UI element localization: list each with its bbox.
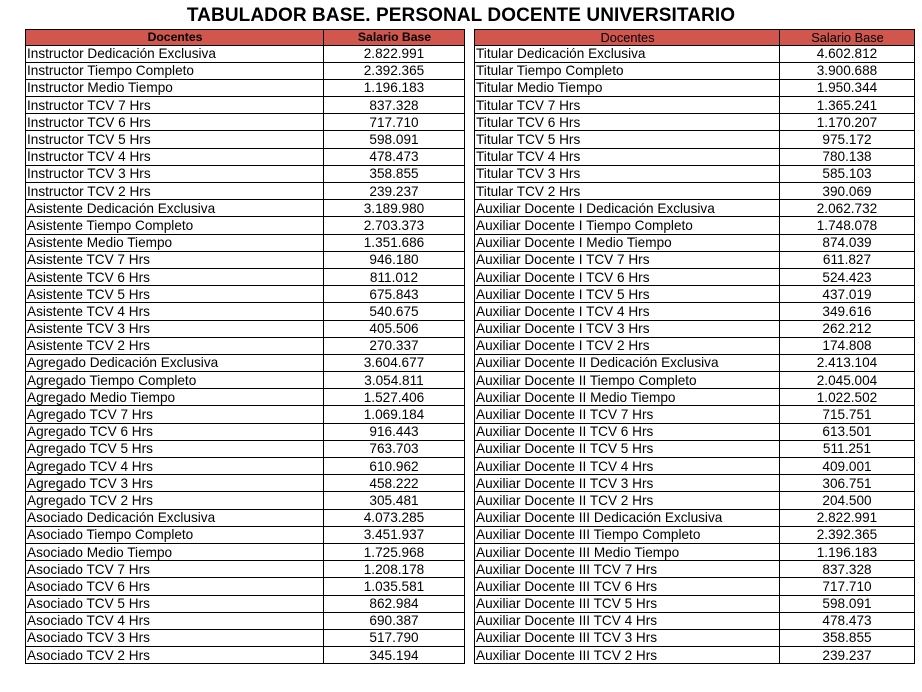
table-row bbox=[26, 492, 465, 509]
docente-cell: Titular Tiempo Completo bbox=[475, 62, 780, 79]
salary-table-right bbox=[474, 29, 915, 664]
salario-base-cell: 262.212 bbox=[780, 320, 915, 337]
table-header-row bbox=[26, 30, 465, 46]
table-row bbox=[475, 561, 915, 578]
docente-cell: Auxiliar Docente I Tiempo Completo bbox=[475, 217, 780, 234]
table-row bbox=[26, 165, 465, 182]
docente-cell: Asistente TCV 2 Hrs bbox=[26, 337, 324, 354]
docente-cell: Agregado Dedicación Exclusiva bbox=[26, 354, 324, 371]
salario-base-cell: 3.900.688 bbox=[780, 62, 915, 79]
docente-cell: Instructor TCV 2 Hrs bbox=[26, 183, 324, 200]
table-row bbox=[26, 200, 465, 217]
docente-cell: Agregado Tiempo Completo bbox=[26, 372, 324, 389]
table-row bbox=[26, 320, 465, 337]
table-row bbox=[26, 578, 465, 595]
table-row bbox=[26, 458, 465, 475]
salario-base-cell: 358.855 bbox=[324, 165, 465, 182]
salario-base-cell: 598.091 bbox=[780, 595, 915, 612]
table-row bbox=[475, 595, 915, 612]
table-row bbox=[26, 595, 465, 612]
table-row bbox=[475, 423, 915, 440]
salario-base-cell: 613.501 bbox=[780, 423, 915, 440]
table-row bbox=[26, 268, 465, 285]
docente-cell: Titular Dedicación Exclusiva bbox=[475, 45, 780, 62]
salario-base-cell: 1.351.686 bbox=[324, 234, 465, 251]
docente-cell: Asociado TCV 5 Hrs bbox=[26, 595, 324, 612]
docente-cell: Titular TCV 7 Hrs bbox=[475, 97, 780, 114]
table-row bbox=[475, 543, 915, 560]
salario-base-cell: 405.506 bbox=[324, 320, 465, 337]
docente-cell: Titular TCV 3 Hrs bbox=[475, 165, 780, 182]
salario-base-cell: 478.473 bbox=[780, 612, 915, 629]
salario-base-cell: 1.170.207 bbox=[780, 114, 915, 131]
salario-base-cell: 2.822.991 bbox=[324, 45, 465, 62]
docente-cell: Agregado TCV 5 Hrs bbox=[26, 440, 324, 457]
docente-cell: Auxiliar Docente III TCV 3 Hrs bbox=[475, 629, 780, 646]
page-title: TABULADOR BASE. PERSONAL DOCENTE UNIVERSITARIO bbox=[186, 5, 736, 26]
table-row bbox=[26, 509, 465, 526]
salario-base-cell: 2.045.004 bbox=[780, 372, 915, 389]
table-row bbox=[26, 440, 465, 457]
docente-cell: Instructor TCV 4 Hrs bbox=[26, 148, 324, 165]
table-row bbox=[475, 509, 915, 526]
column-header-docentes: Docentes bbox=[475, 30, 780, 46]
salario-base-cell: 2.062.732 bbox=[780, 200, 915, 217]
table-row bbox=[26, 389, 465, 406]
salario-base-cell: 715.751 bbox=[780, 406, 915, 423]
docente-cell: Titular Medio Tiempo bbox=[475, 79, 780, 96]
salario-base-cell: 540.675 bbox=[324, 303, 465, 320]
docente-cell: Agregado TCV 7 Hrs bbox=[26, 406, 324, 423]
docente-cell: Asociado TCV 3 Hrs bbox=[26, 629, 324, 646]
docente-cell: Auxiliar Docente II Tiempo Completo bbox=[475, 372, 780, 389]
docente-cell: Auxiliar Docente I TCV 7 Hrs bbox=[475, 251, 780, 268]
docente-cell: Auxiliar Docente II Medio Tiempo bbox=[475, 389, 780, 406]
salario-base-cell: 1.196.183 bbox=[780, 543, 915, 560]
column-header-docentes: Docentes bbox=[26, 30, 324, 46]
docente-cell: Asistente TCV 4 Hrs bbox=[26, 303, 324, 320]
docente-cell: Auxiliar Docente III TCV 7 Hrs bbox=[475, 561, 780, 578]
table-row bbox=[26, 234, 465, 251]
salario-base-cell: 1.035.581 bbox=[324, 578, 465, 595]
table-row bbox=[26, 406, 465, 423]
table-row bbox=[475, 234, 915, 251]
table-row bbox=[475, 268, 915, 285]
salario-base-cell: 4.073.285 bbox=[324, 509, 465, 526]
table-row bbox=[26, 286, 465, 303]
docente-cell: Asistente TCV 6 Hrs bbox=[26, 268, 324, 285]
table-row bbox=[26, 131, 465, 148]
salario-base-cell: 1.069.184 bbox=[324, 406, 465, 423]
docente-cell: Asistente TCV 5 Hrs bbox=[26, 286, 324, 303]
salario-base-cell: 874.039 bbox=[780, 234, 915, 251]
docente-cell: Asociado Medio Tiempo bbox=[26, 543, 324, 560]
salario-base-cell: 3.054.811 bbox=[324, 372, 465, 389]
salario-base-cell: 409.001 bbox=[780, 458, 915, 475]
salario-base-cell: 916.443 bbox=[324, 423, 465, 440]
table-row bbox=[475, 612, 915, 629]
salario-base-cell: 1.527.406 bbox=[324, 389, 465, 406]
table-row bbox=[475, 337, 915, 354]
salario-base-cell: 1.365.241 bbox=[780, 97, 915, 114]
salario-base-cell: 390.069 bbox=[780, 183, 915, 200]
salario-base-cell: 611.827 bbox=[780, 251, 915, 268]
docente-cell: Auxiliar Docente I Medio Tiempo bbox=[475, 234, 780, 251]
docente-cell: Auxiliar Docente I TCV 3 Hrs bbox=[475, 320, 780, 337]
salario-base-cell: 4.602.812 bbox=[780, 45, 915, 62]
table-row bbox=[26, 612, 465, 629]
docente-cell: Auxiliar Docente II TCV 4 Hrs bbox=[475, 458, 780, 475]
table-row bbox=[475, 629, 915, 646]
salario-base-cell: 946.180 bbox=[324, 251, 465, 268]
salario-base-cell: 306.751 bbox=[780, 475, 915, 492]
table-row bbox=[475, 45, 915, 62]
salario-base-cell: 975.172 bbox=[780, 131, 915, 148]
docente-cell: Titular TCV 2 Hrs bbox=[475, 183, 780, 200]
salario-base-cell: 717.710 bbox=[324, 114, 465, 131]
docente-cell: Asociado Dedicación Exclusiva bbox=[26, 509, 324, 526]
table-row bbox=[475, 79, 915, 96]
table-row bbox=[475, 440, 915, 457]
salario-base-cell: 517.790 bbox=[324, 629, 465, 646]
table-row bbox=[475, 303, 915, 320]
table-row bbox=[26, 526, 465, 543]
salario-base-cell: 837.328 bbox=[780, 561, 915, 578]
docente-cell: Auxiliar Docente I TCV 5 Hrs bbox=[475, 286, 780, 303]
table-row bbox=[475, 475, 915, 492]
table-body bbox=[475, 45, 915, 664]
table-row bbox=[475, 97, 915, 114]
table-row bbox=[475, 217, 915, 234]
table-row bbox=[26, 251, 465, 268]
docente-cell: Auxiliar Docente II TCV 3 Hrs bbox=[475, 475, 780, 492]
salario-base-cell: 345.194 bbox=[324, 647, 465, 664]
salario-base-cell: 204.500 bbox=[780, 492, 915, 509]
salario-base-cell: 690.387 bbox=[324, 612, 465, 629]
docente-cell: Auxiliar Docente III Medio Tiempo bbox=[475, 543, 780, 560]
table-row bbox=[26, 372, 465, 389]
salario-base-cell: 174.808 bbox=[780, 337, 915, 354]
docente-cell: Asociado TCV 7 Hrs bbox=[26, 561, 324, 578]
salario-base-cell: 358.855 bbox=[780, 629, 915, 646]
docente-cell: Instructor TCV 7 Hrs bbox=[26, 97, 324, 114]
docente-cell: Asociado TCV 4 Hrs bbox=[26, 612, 324, 629]
salario-base-cell: 458.222 bbox=[324, 475, 465, 492]
docente-cell: Auxiliar Docente III TCV 2 Hrs bbox=[475, 647, 780, 664]
table-row bbox=[26, 303, 465, 320]
docente-cell: Agregado Medio Tiempo bbox=[26, 389, 324, 406]
table-row bbox=[26, 148, 465, 165]
salario-base-cell: 598.091 bbox=[324, 131, 465, 148]
table-row bbox=[475, 148, 915, 165]
docente-cell: Asociado TCV 2 Hrs bbox=[26, 647, 324, 664]
table-row bbox=[475, 200, 915, 217]
table-row bbox=[26, 114, 465, 131]
table-row bbox=[475, 165, 915, 182]
docente-cell: Asociado Tiempo Completo bbox=[26, 526, 324, 543]
salario-base-cell: 349.616 bbox=[780, 303, 915, 320]
salario-base-cell: 780.138 bbox=[780, 148, 915, 165]
column-header-salario-base: Salario Base bbox=[324, 30, 465, 46]
salario-base-cell: 675.843 bbox=[324, 286, 465, 303]
table-row bbox=[475, 492, 915, 509]
docente-cell: Instructor TCV 6 Hrs bbox=[26, 114, 324, 131]
table-row bbox=[475, 114, 915, 131]
docente-cell: Titular TCV 4 Hrs bbox=[475, 148, 780, 165]
table-row bbox=[26, 629, 465, 646]
docente-cell: Agregado TCV 2 Hrs bbox=[26, 492, 324, 509]
salario-base-cell: 239.237 bbox=[324, 183, 465, 200]
salario-base-cell: 1.208.178 bbox=[324, 561, 465, 578]
table-row bbox=[26, 423, 465, 440]
table-row bbox=[26, 79, 465, 96]
table-row bbox=[475, 526, 915, 543]
table-row bbox=[26, 183, 465, 200]
docente-cell: Auxiliar Docente III TCV 5 Hrs bbox=[475, 595, 780, 612]
salario-base-cell: 239.237 bbox=[780, 647, 915, 664]
docente-cell: Agregado TCV 6 Hrs bbox=[26, 423, 324, 440]
table-row bbox=[475, 406, 915, 423]
docente-cell: Asistente Tiempo Completo bbox=[26, 217, 324, 234]
salario-base-cell: 2.703.373 bbox=[324, 217, 465, 234]
table-row bbox=[26, 543, 465, 560]
table-row bbox=[475, 183, 915, 200]
docente-cell: Auxiliar Docente I TCV 6 Hrs bbox=[475, 268, 780, 285]
salario-base-cell: 524.423 bbox=[780, 268, 915, 285]
salario-base-cell: 305.481 bbox=[324, 492, 465, 509]
salario-base-cell: 610.962 bbox=[324, 458, 465, 475]
salario-base-cell: 811.012 bbox=[324, 268, 465, 285]
salario-base-cell: 2.822.991 bbox=[780, 509, 915, 526]
salario-base-cell: 763.703 bbox=[324, 440, 465, 457]
salario-base-cell: 1.748.078 bbox=[780, 217, 915, 234]
salario-base-cell: 478.473 bbox=[324, 148, 465, 165]
table-row bbox=[26, 217, 465, 234]
docente-cell: Instructor TCV 3 Hrs bbox=[26, 165, 324, 182]
docente-cell: Agregado TCV 4 Hrs bbox=[26, 458, 324, 475]
table-row bbox=[475, 286, 915, 303]
salario-base-cell: 511.251 bbox=[780, 440, 915, 457]
table-row bbox=[26, 337, 465, 354]
table-row bbox=[475, 372, 915, 389]
docente-cell: Auxiliar Docente II Dedicación Exclusiva bbox=[475, 354, 780, 371]
table-row bbox=[475, 320, 915, 337]
salario-base-cell: 1.950.344 bbox=[780, 79, 915, 96]
salario-base-cell: 2.392.365 bbox=[324, 62, 465, 79]
column-header-salario-base: Salario Base bbox=[780, 30, 915, 46]
salario-base-cell: 270.337 bbox=[324, 337, 465, 354]
table-row bbox=[26, 45, 465, 62]
docente-cell: Auxiliar Docente II TCV 5 Hrs bbox=[475, 440, 780, 457]
docente-cell: Titular TCV 5 Hrs bbox=[475, 131, 780, 148]
salario-base-cell: 585.103 bbox=[780, 165, 915, 182]
docente-cell: Asistente Medio Tiempo bbox=[26, 234, 324, 251]
table-row bbox=[475, 578, 915, 595]
table-row bbox=[26, 354, 465, 371]
table-row bbox=[26, 62, 465, 79]
docente-cell: Asistente TCV 7 Hrs bbox=[26, 251, 324, 268]
table-row bbox=[475, 62, 915, 79]
salario-base-cell: 437.019 bbox=[780, 286, 915, 303]
table-row bbox=[475, 131, 915, 148]
table-row bbox=[26, 647, 465, 664]
table-row bbox=[475, 251, 915, 268]
docente-cell: Auxiliar Docente I Dedicación Exclusiva bbox=[475, 200, 780, 217]
docente-cell: Agregado TCV 3 Hrs bbox=[26, 475, 324, 492]
salario-base-cell: 837.328 bbox=[324, 97, 465, 114]
table-row bbox=[26, 561, 465, 578]
table-row bbox=[475, 389, 915, 406]
table-header-row bbox=[475, 30, 915, 46]
salario-base-cell: 1.022.502 bbox=[780, 389, 915, 406]
table-row bbox=[26, 475, 465, 492]
salario-base-cell: 3.451.937 bbox=[324, 526, 465, 543]
docente-cell: Auxiliar Docente I TCV 4 Hrs bbox=[475, 303, 780, 320]
docente-cell: Titular TCV 6 Hrs bbox=[475, 114, 780, 131]
docente-cell: Asistente TCV 3 Hrs bbox=[26, 320, 324, 337]
salario-base-cell: 717.710 bbox=[780, 578, 915, 595]
salario-base-cell: 1.196.183 bbox=[324, 79, 465, 96]
docente-cell: Instructor Dedicación Exclusiva bbox=[26, 45, 324, 62]
docente-cell: Auxiliar Docente III TCV 4 Hrs bbox=[475, 612, 780, 629]
docente-cell: Auxiliar Docente I TCV 2 Hrs bbox=[475, 337, 780, 354]
salario-base-cell: 2.413.104 bbox=[780, 354, 915, 371]
salario-base-cell: 2.392.365 bbox=[780, 526, 915, 543]
docente-cell: Auxiliar Docente III Tiempo Completo bbox=[475, 526, 780, 543]
docente-cell: Auxiliar Docente III Dedicación Exclusiva bbox=[475, 509, 780, 526]
table-row bbox=[475, 458, 915, 475]
docente-cell: Asistente Dedicación Exclusiva bbox=[26, 200, 324, 217]
docente-cell: Instructor Medio Tiempo bbox=[26, 79, 324, 96]
docente-cell: Instructor TCV 5 Hrs bbox=[26, 131, 324, 148]
table-row bbox=[26, 97, 465, 114]
table-row bbox=[475, 354, 915, 371]
docente-cell: Auxiliar Docente II TCV 7 Hrs bbox=[475, 406, 780, 423]
docente-cell: Auxiliar Docente III TCV 6 Hrs bbox=[475, 578, 780, 595]
table-body bbox=[26, 45, 465, 664]
docente-cell: Auxiliar Docente II TCV 6 Hrs bbox=[475, 423, 780, 440]
salario-base-cell: 862.984 bbox=[324, 595, 465, 612]
salario-base-cell: 1.725.968 bbox=[324, 543, 465, 560]
salary-table-left bbox=[25, 29, 465, 664]
docente-cell: Instructor Tiempo Completo bbox=[26, 62, 324, 79]
table-row bbox=[475, 647, 915, 664]
salario-base-cell: 3.604.677 bbox=[324, 354, 465, 371]
docente-cell: Asociado TCV 6 Hrs bbox=[26, 578, 324, 595]
salario-base-cell: 3.189.980 bbox=[324, 200, 465, 217]
docente-cell: Auxiliar Docente II TCV 2 Hrs bbox=[475, 492, 780, 509]
